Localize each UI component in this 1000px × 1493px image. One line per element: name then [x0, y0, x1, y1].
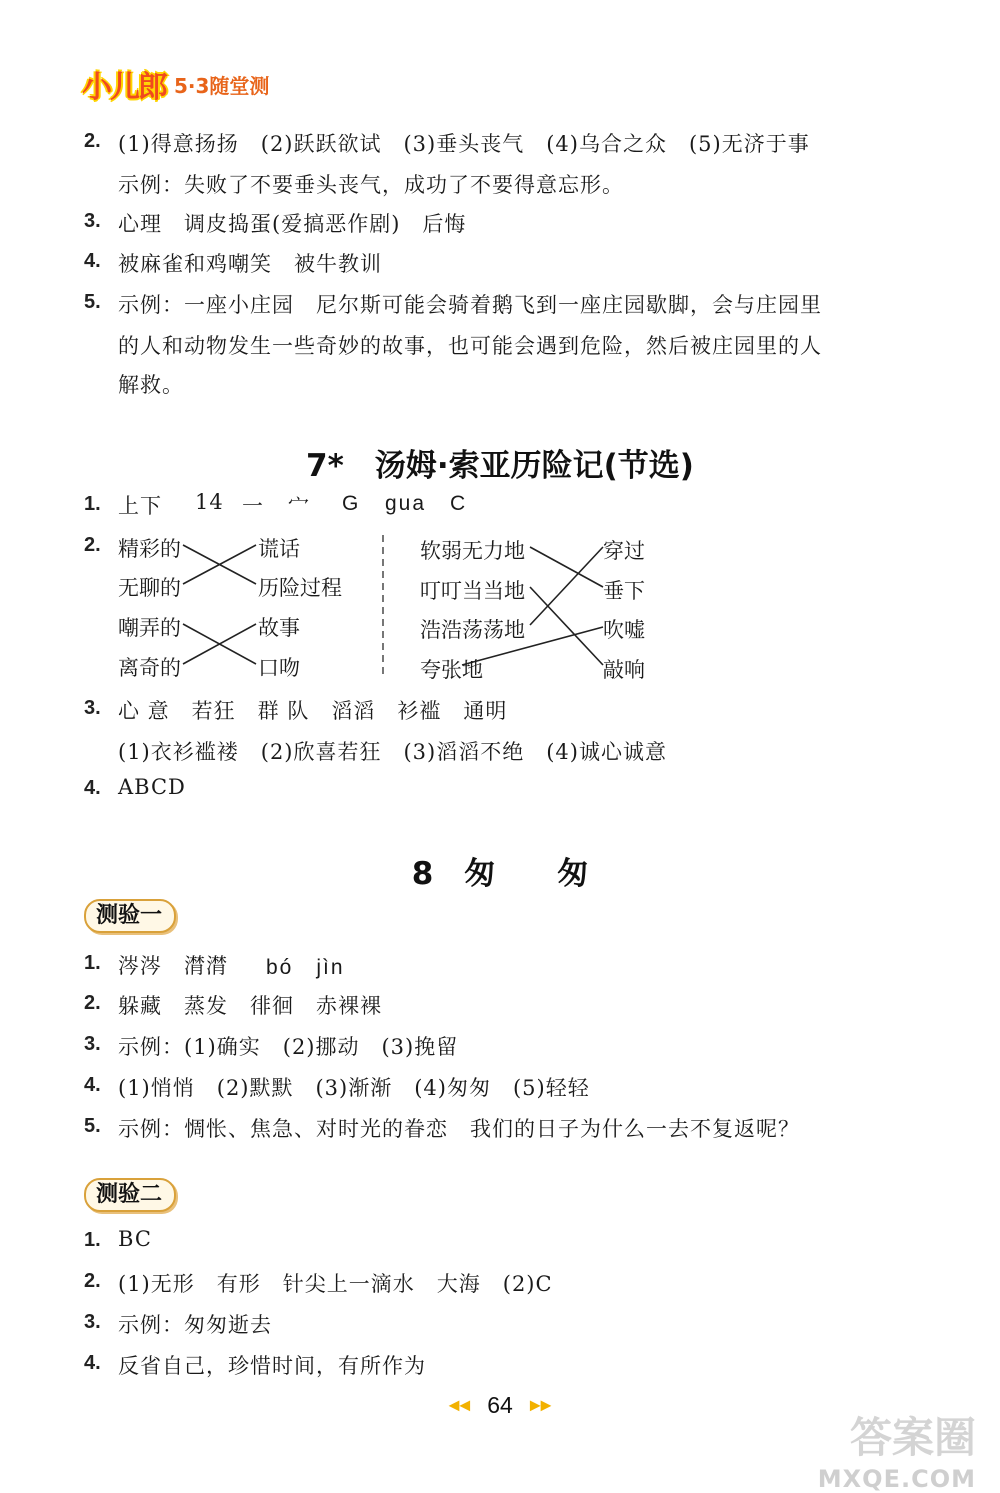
pinyin-answer: bó jìn	[266, 956, 345, 979]
answer-line: 示例：一座小庄园 尼尔斯可能会骑着鹅飞到一座庄园歇脚，会与庄园里	[118, 293, 822, 317]
item-number: 4.	[84, 777, 101, 799]
answer-line: (1)无形 有形 针尖上一滴水 大海 (2)C	[118, 1272, 553, 1296]
match-line	[530, 547, 603, 587]
answer-line: (1)衣衫褴褛 (2)欣喜若狂 (3)滔滔不绝 (4)诚心诚意	[118, 740, 667, 764]
item-number: 3.	[84, 1033, 101, 1055]
item-number: 4.	[84, 1074, 101, 1096]
item-number: 1.	[84, 1229, 101, 1251]
answer-line: BC	[118, 1227, 152, 1251]
watermark-cn: 答案圈	[849, 1413, 976, 1462]
watermark-en: MXQE.COM	[817, 1465, 976, 1493]
test-1-badge: 测验一	[84, 899, 176, 933]
answer-part: C	[450, 492, 468, 515]
brand-name: 小儿郎	[82, 70, 166, 105]
answer-part: 上下	[118, 494, 162, 518]
right-arrows-icon: ▶▶	[529, 1397, 552, 1414]
lesson-7-title: 7* 汤姆·索亚历险记(节选)	[306, 448, 694, 484]
left-arrows-icon: ◀◀	[448, 1397, 471, 1414]
answer-line: 反省自己，珍惜时间，有所作为	[118, 1354, 426, 1378]
item-number: 3.	[84, 210, 101, 232]
answer-line: 心理 调皮捣蛋(爱搞恶作剧) 后悔	[118, 212, 467, 236]
answer-part: gua	[385, 492, 427, 515]
match-left-word: 夸张地	[420, 658, 483, 682]
item-number: 1.	[84, 952, 101, 974]
watermark	[818, 1405, 976, 1493]
answer-line: 被麻雀和鸡嘲笑 被牛教训	[118, 252, 382, 276]
match-right-word: 故事	[258, 616, 300, 640]
answer-part: 14	[195, 490, 224, 514]
match-left-word: 软弱无力地	[420, 539, 525, 563]
item-number: 1.	[84, 493, 101, 515]
answer-line: 心 意 若狂 群 队 滔滔 衫褴 通明	[118, 699, 508, 723]
item-number: 2.	[84, 992, 101, 1014]
item-number: 2.	[84, 130, 101, 152]
item-number: 5.	[84, 1115, 101, 1137]
answer-line: ABCD	[118, 775, 186, 799]
series-name: 5·3随堂测	[174, 73, 270, 98]
answer-line: 解救。	[118, 373, 184, 397]
match-left-word: 嘲弄的	[118, 616, 181, 640]
answer-line: 示例：(1)确实 (2)挪动 (3)挽留	[118, 1035, 459, 1059]
item-number: 3.	[84, 1311, 101, 1333]
item-number: 3.	[84, 697, 101, 719]
answer-part: 一	[242, 494, 264, 518]
answer-line: 涔涔 潸潸	[118, 954, 228, 978]
match-right-word: 穿过	[603, 539, 645, 563]
answer-part: G	[342, 492, 361, 515]
answer-line: 示例：匆匆逝去	[118, 1313, 272, 1337]
match-right-word: 敲响	[603, 658, 645, 682]
match-right-word: 口吻	[258, 656, 300, 680]
item-number: 4.	[84, 1352, 101, 1374]
match-left-word: 离奇的	[118, 656, 181, 680]
page-number: 64	[487, 1392, 513, 1418]
match-left-word: 精彩的	[118, 537, 181, 561]
match-right-word: 垂下	[603, 579, 645, 603]
item-number: 5.	[84, 291, 101, 313]
answer-part: 宀	[288, 494, 310, 518]
answer-line: (1)悄悄 (2)默默 (3)渐渐 (4)匆匆 (5)轻轻	[118, 1076, 590, 1100]
answer-line: 示例：惆怅、焦急、对时光的眷恋 我们的日子为什么一去不复返呢？	[118, 1117, 800, 1141]
match-left-word: 浩浩荡荡地	[420, 618, 525, 642]
match-line	[530, 587, 603, 665]
match-right-word: 历险过程	[258, 576, 342, 600]
match-right-word: 吹嘘	[603, 618, 645, 642]
match-left-word: 无聊的	[118, 576, 181, 600]
lesson-8-title: 8 匆 匆	[411, 856, 589, 892]
answer-line: 的人和动物发生一些奇妙的故事，也可能会遇到危险，然后被庄园里的人	[118, 334, 822, 358]
item-number: 2.	[84, 1270, 101, 1292]
match-line	[530, 547, 603, 625]
match-left-word: 叮叮当当地	[420, 579, 525, 603]
answer-line: (1)得意扬扬 (2)跃跃欲试 (3)垂头丧气 (4)乌合之众 (5)无济于事	[118, 132, 810, 156]
item-number: 4.	[84, 250, 101, 272]
test-2-badge: 测验二	[84, 1178, 176, 1212]
answer-line: 躲藏 蒸发 徘徊 赤裸裸	[118, 994, 382, 1018]
answer-line: 示例：失败了不要垂头丧气，成功了不要得意忘形。	[118, 173, 624, 197]
item-number: 2.	[84, 534, 101, 556]
match-right-word: 谎话	[258, 537, 300, 561]
